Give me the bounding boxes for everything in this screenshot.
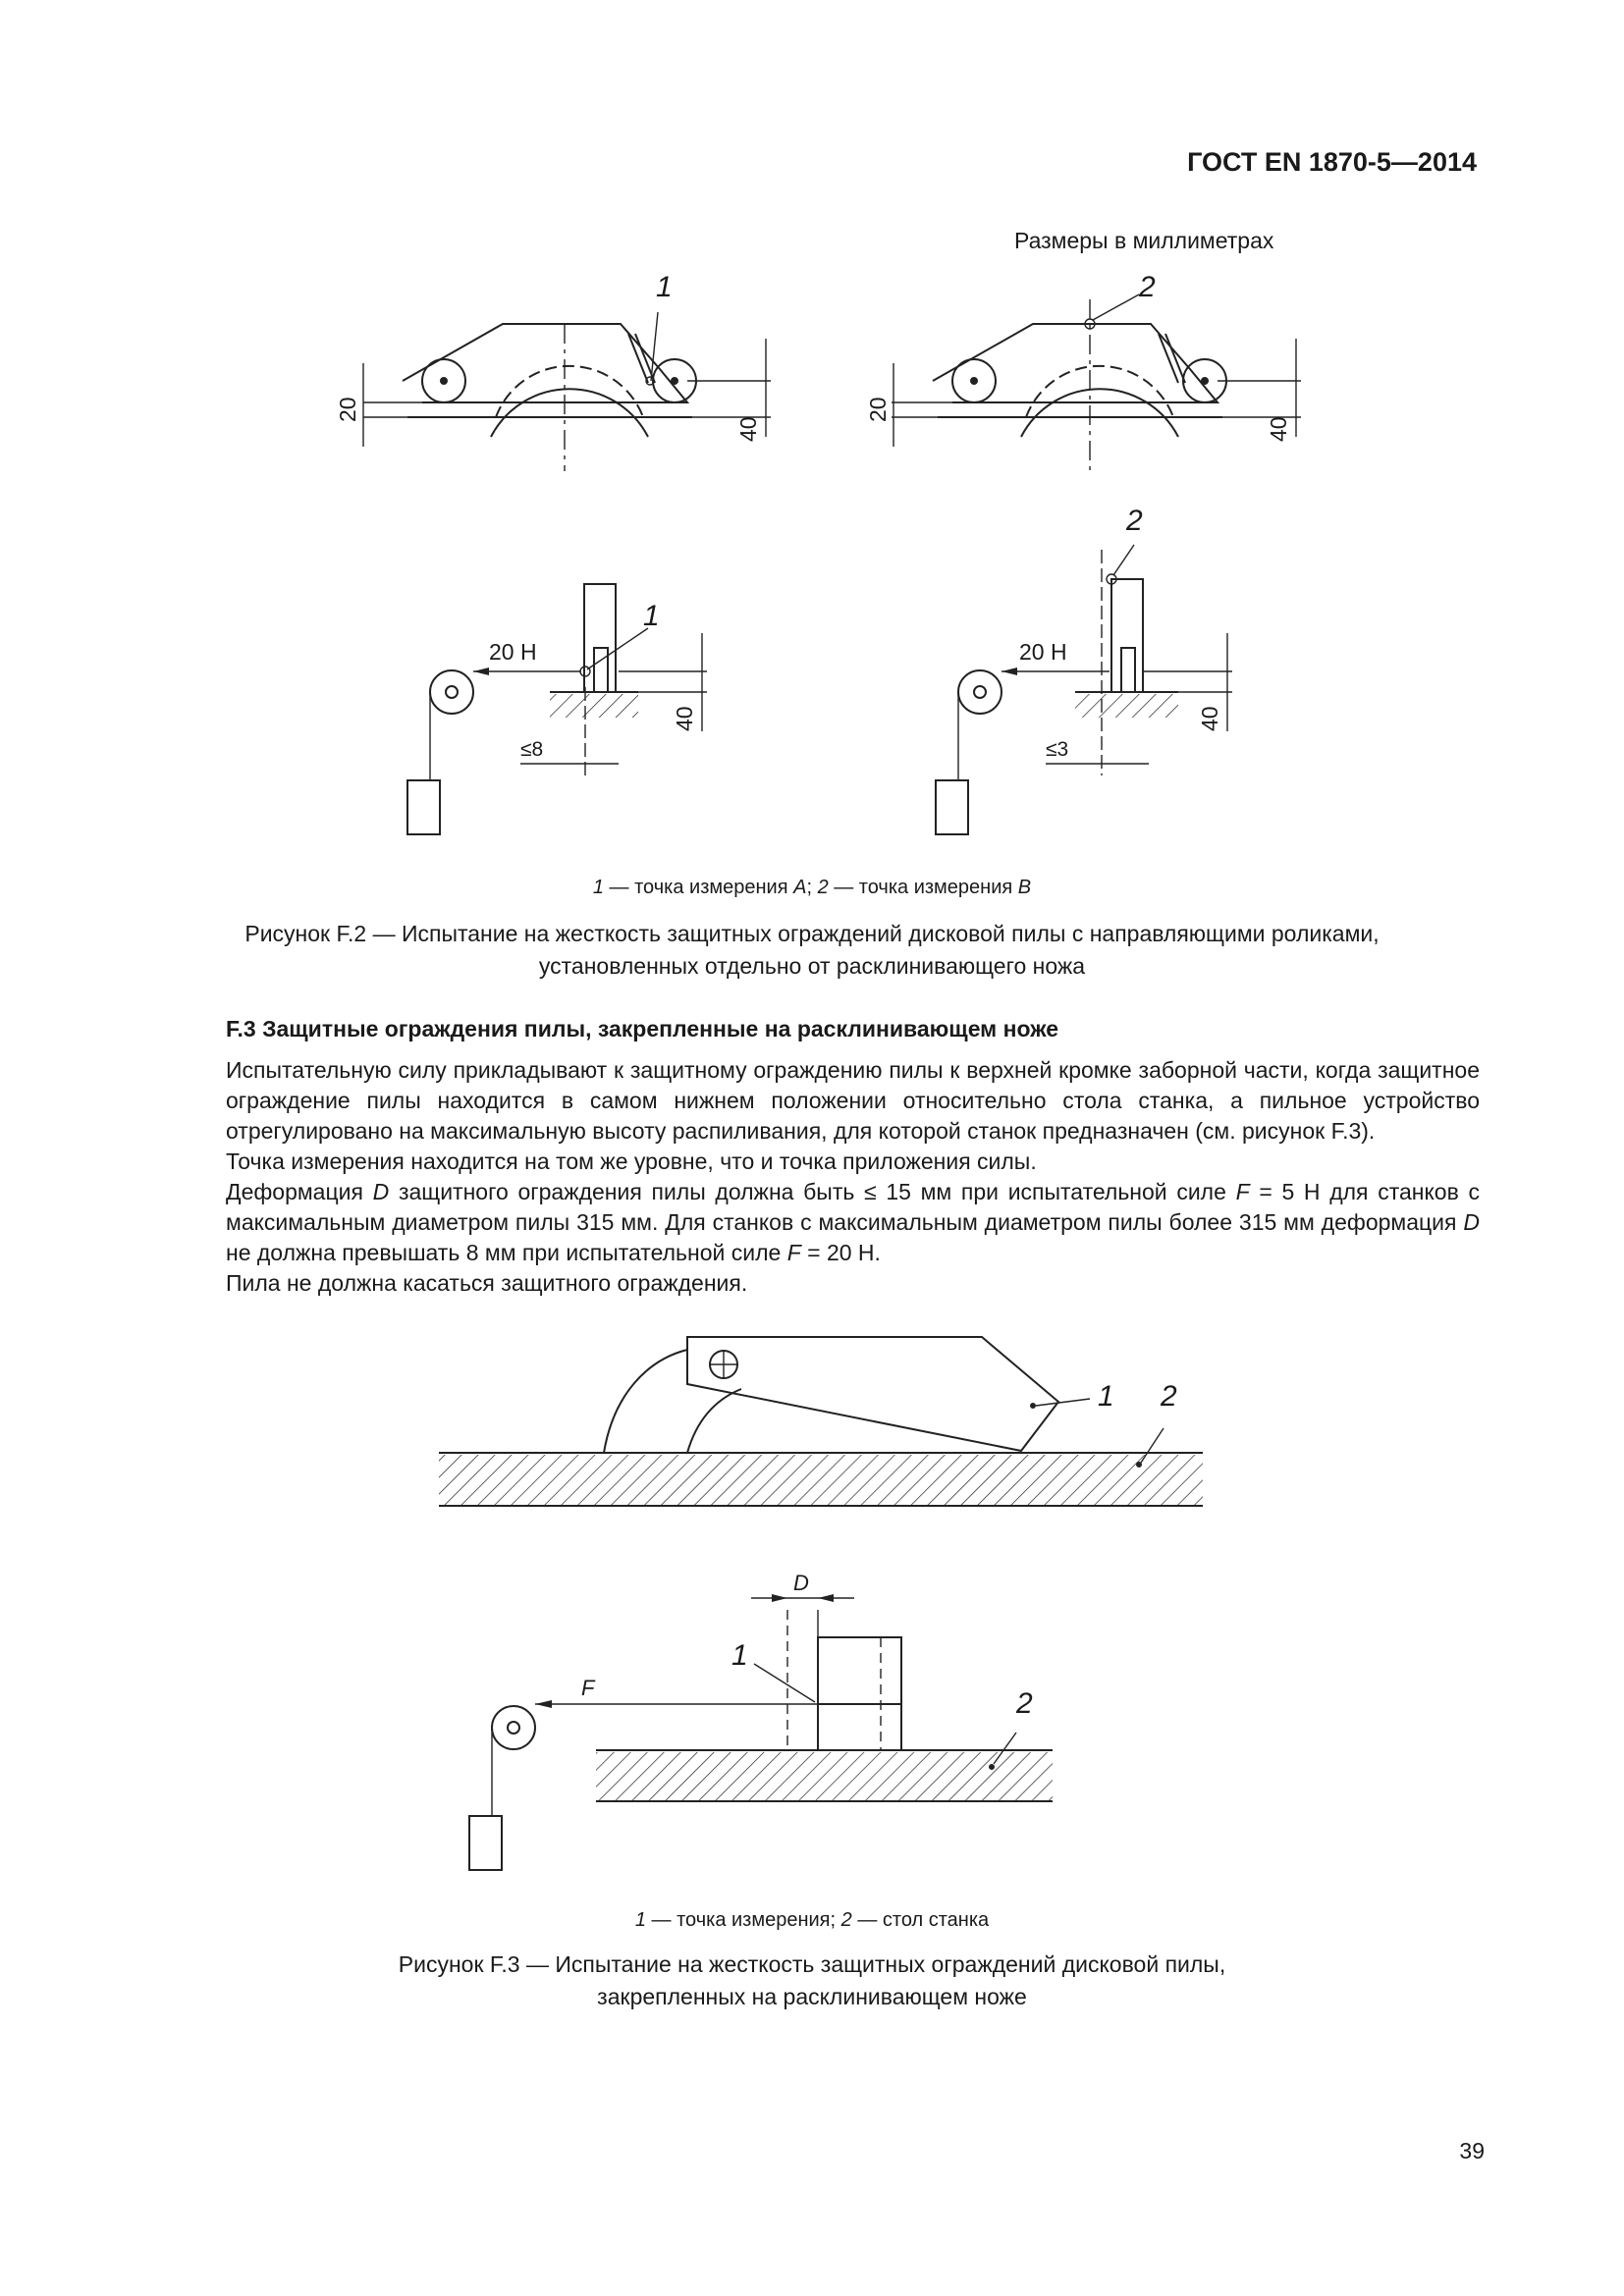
dim-40-right: 40 — [1266, 416, 1291, 442]
document-header: ГОСТ EN 1870-5—2014 — [1187, 147, 1477, 177]
guard-top-right — [892, 294, 1301, 471]
dim-le8: ≤8 — [520, 738, 544, 761]
label-f3-bottom-1: 1 — [731, 1639, 748, 1672]
force-test-left — [407, 584, 707, 834]
force-test-right — [936, 545, 1232, 834]
dim-le3: ≤3 — [1046, 738, 1069, 761]
figure-f2-caption: Рисунок F.2 — Испытание на жесткость защитных ограждений дисковой пилы с направляющими роликами, установленных отдельно от расклинивающего ножа — [244, 921, 1380, 979]
paragraph-3: Деформация D защитного ограждения пилы должна быть ≤ 15 мм при испытательной силе F = 5 Н для станков с максимальным диаметром пилы 315 мм. Для станков с максимальным диаметром пилы более 315 мм деформация D не должна превышать 8 мм при испытательной силе F = 20 Н. — [226, 1179, 1480, 1265]
section-body — [155, 1055, 1480, 1299]
label-f3-top-1: 1 — [1098, 1380, 1114, 1413]
force-label-left: 20 Н — [489, 639, 537, 665]
label-f3-bottom-2: 2 — [1016, 1687, 1033, 1720]
label-point-1-bottom: 1 — [643, 600, 660, 632]
force-label-right: 20 Н — [1019, 639, 1067, 665]
dimensions-note: Размеры в миллиметрах — [1014, 228, 1274, 253]
dim-20-left: 20 — [335, 397, 360, 422]
paragraph-2: Точка измерения находится на том же уровне, что и точка приложения силы. — [226, 1148, 1037, 1174]
dim-40-bottom-left: 40 — [672, 706, 697, 731]
guard-f3-top — [439, 1337, 1203, 1506]
dim-20-right: 20 — [865, 397, 891, 422]
dim-40-bottom-right: 40 — [1197, 706, 1222, 731]
label-point-2-bottom: 2 — [1126, 505, 1143, 537]
figure-f2-key: 1 — точка измерения A; 2 — точка измерения B — [592, 877, 1032, 898]
paragraph-1: Испытательную силу прикладывают к защитному ограждению пилы к верхней кромке заборной части, когда защитное ограждение пилы находится в самом нижнем положении относительно стола станка, а пильное устройство отрегулировано на максимальную высоту распиливания, для которой станок предназначен (см. рисунок F.3). — [226, 1057, 1480, 1144]
paragraph-4: Пила не должна касаться защитного ограждения. — [226, 1270, 748, 1296]
figure-f3-key: 1 — точка измерения; 2 — стол станка — [634, 1909, 990, 1931]
guard-top-left — [363, 312, 771, 471]
page-number: 39 — [1459, 2138, 1485, 2163]
section-title: F.3 Защитные ограждения пилы, закрепленные на расклинивающем ноже — [226, 1016, 1059, 1041]
label-f: F — [581, 1676, 595, 1700]
figure-f2-diagram — [0, 265, 1624, 854]
label-point-2-top: 2 — [1139, 271, 1156, 303]
force-test-f3-bottom — [469, 1594, 1053, 1870]
figure-f3-caption: Рисунок F.3 — Испытание на жесткость защитных ограждений дисковой пилы, закрепленных на расклинивающем ноже — [398, 1951, 1226, 2009]
label-f3-top-2: 2 — [1161, 1380, 1177, 1413]
dim-40-left: 40 — [735, 416, 761, 442]
label-d: D — [793, 1571, 809, 1595]
figure-f3-diagram — [0, 1315, 1624, 1904]
label-point-1-top: 1 — [656, 271, 673, 303]
